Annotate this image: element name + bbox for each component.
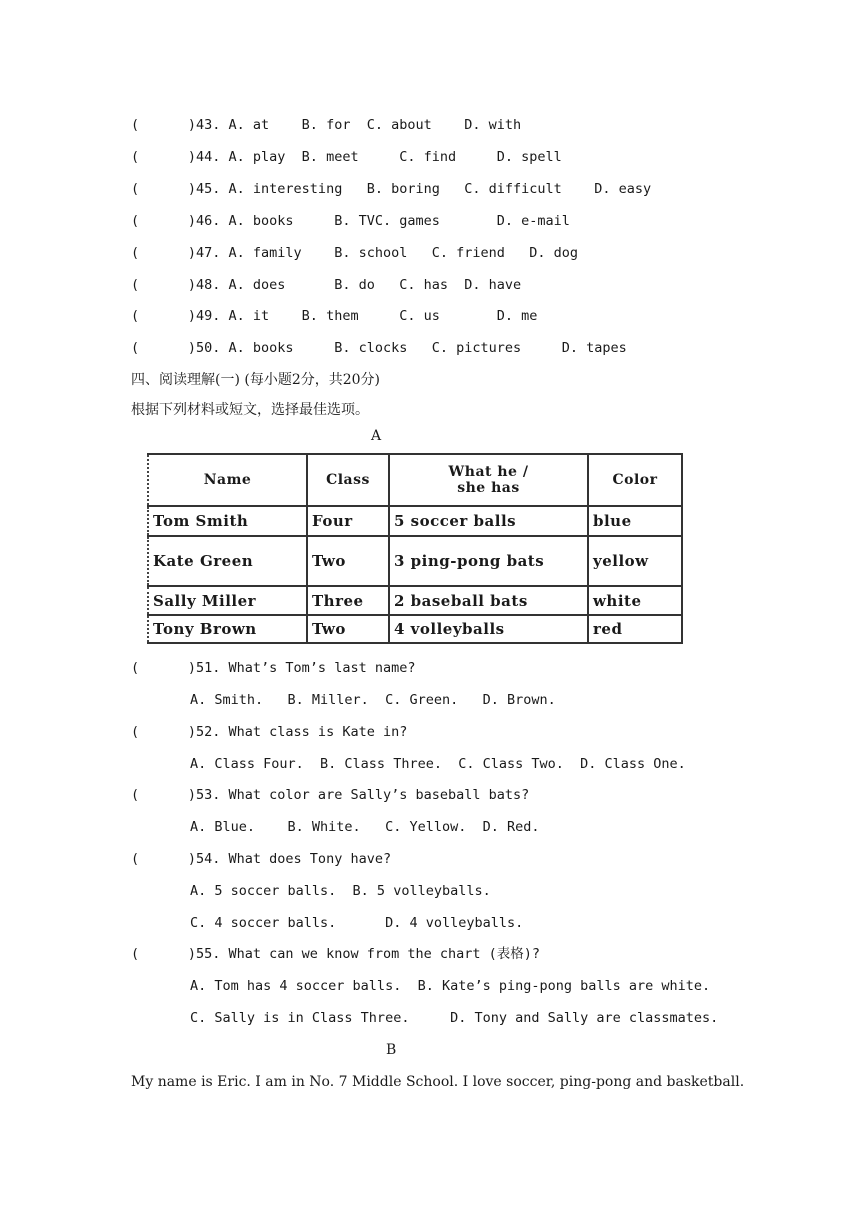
table-header-class: Class — [307, 454, 389, 506]
cell-color: white — [588, 586, 682, 615]
question-46: ( )46. A. books B. TVC. games D. e-mail — [131, 213, 570, 229]
cell-name: Sally Miller — [148, 586, 307, 615]
passage-b-label: B — [386, 1042, 397, 1058]
cell-name: Tony Brown — [148, 615, 307, 643]
cell-class: Two — [307, 536, 389, 586]
question-53-options: A. Blue. B. White. C. Yellow. D. Red. — [190, 819, 540, 835]
cell-has: 4 volleyballs — [389, 615, 588, 643]
cell-name: Tom Smith — [148, 506, 307, 536]
cell-color: yellow — [588, 536, 682, 586]
question-53: ( )53. What color are Sally’s baseball bats? — [131, 787, 530, 803]
cell-name: Kate Green — [148, 536, 307, 586]
table-row — [148, 615, 682, 643]
question-55-options-1: A. Tom has 4 soccer balls. B. Kate’s ping-pong balls are white. — [190, 978, 711, 994]
question-54: ( )54. What does Tony have? — [131, 851, 392, 867]
question-49: ( )49. A. it B. them C. us D. me — [131, 308, 538, 324]
cell-class: Three — [307, 586, 389, 615]
question-54-options-2: C. 4 soccer balls. D. 4 volleyballs. — [190, 915, 524, 931]
cell-class: Two — [307, 615, 389, 643]
question-47: ( )47. A. family B. school C. friend D. dog — [131, 245, 579, 261]
question-52-options: A. Class Four. B. Class Three. C. Class Two. D. Class One. — [190, 756, 686, 772]
cell-has: 2 baseball bats — [389, 586, 588, 615]
passage-a-label: A — [371, 428, 382, 444]
table-row — [148, 506, 682, 536]
table-header-has: What he / she has — [389, 454, 588, 506]
question-45: ( )45. A. interesting B. boring C. difficult D. easy — [131, 181, 652, 197]
question-48: ( )48. A. does B. do C. has D. have — [131, 277, 522, 293]
table-row — [148, 586, 682, 615]
table-header-color: Color — [588, 454, 682, 506]
cell-class: Four — [307, 506, 389, 536]
question-50: ( )50. A. books B. clocks C. pictures D. tapes — [131, 340, 627, 356]
table-header-name: Name — [148, 454, 307, 506]
passage-b-text: My name is Eric. I am in No. 7 Middle School. I love soccer, ping-pong and basketball. — [131, 1074, 745, 1090]
question-44: ( )44. A. play B. meet C. find D. spell — [131, 149, 562, 165]
question-54-options-1: A. 5 soccer balls. B. 5 volleyballs. — [190, 883, 491, 899]
question-43: ( )43. A. at B. for C. about D. with — [131, 117, 522, 133]
cell-color: red — [588, 615, 682, 643]
info-table — [147, 453, 683, 644]
question-52: ( )52. What class is Kate in? — [131, 724, 408, 740]
question-55-options-2: C. Sally is in Class Three. D. Tony and Sally are classmates. — [190, 1010, 719, 1026]
table-row — [148, 536, 682, 586]
question-51: ( )51. What’s Tom’s last name? — [131, 660, 416, 676]
section-title: 四、阅读理解(一) (每小题2分，共20分) — [131, 372, 381, 388]
cell-has: 3 ping-pong bats — [389, 536, 588, 586]
question-51-options: A. Smith. B. Miller. C. Green. D. Brown. — [190, 692, 556, 708]
cell-color: blue — [588, 506, 682, 536]
section-instruction: 根据下列材料或短文，选择最佳选项。 — [131, 402, 369, 418]
cell-has: 5 soccer balls — [389, 506, 588, 536]
question-55: ( )55. What can we know from the chart (表格)? — [131, 946, 541, 962]
